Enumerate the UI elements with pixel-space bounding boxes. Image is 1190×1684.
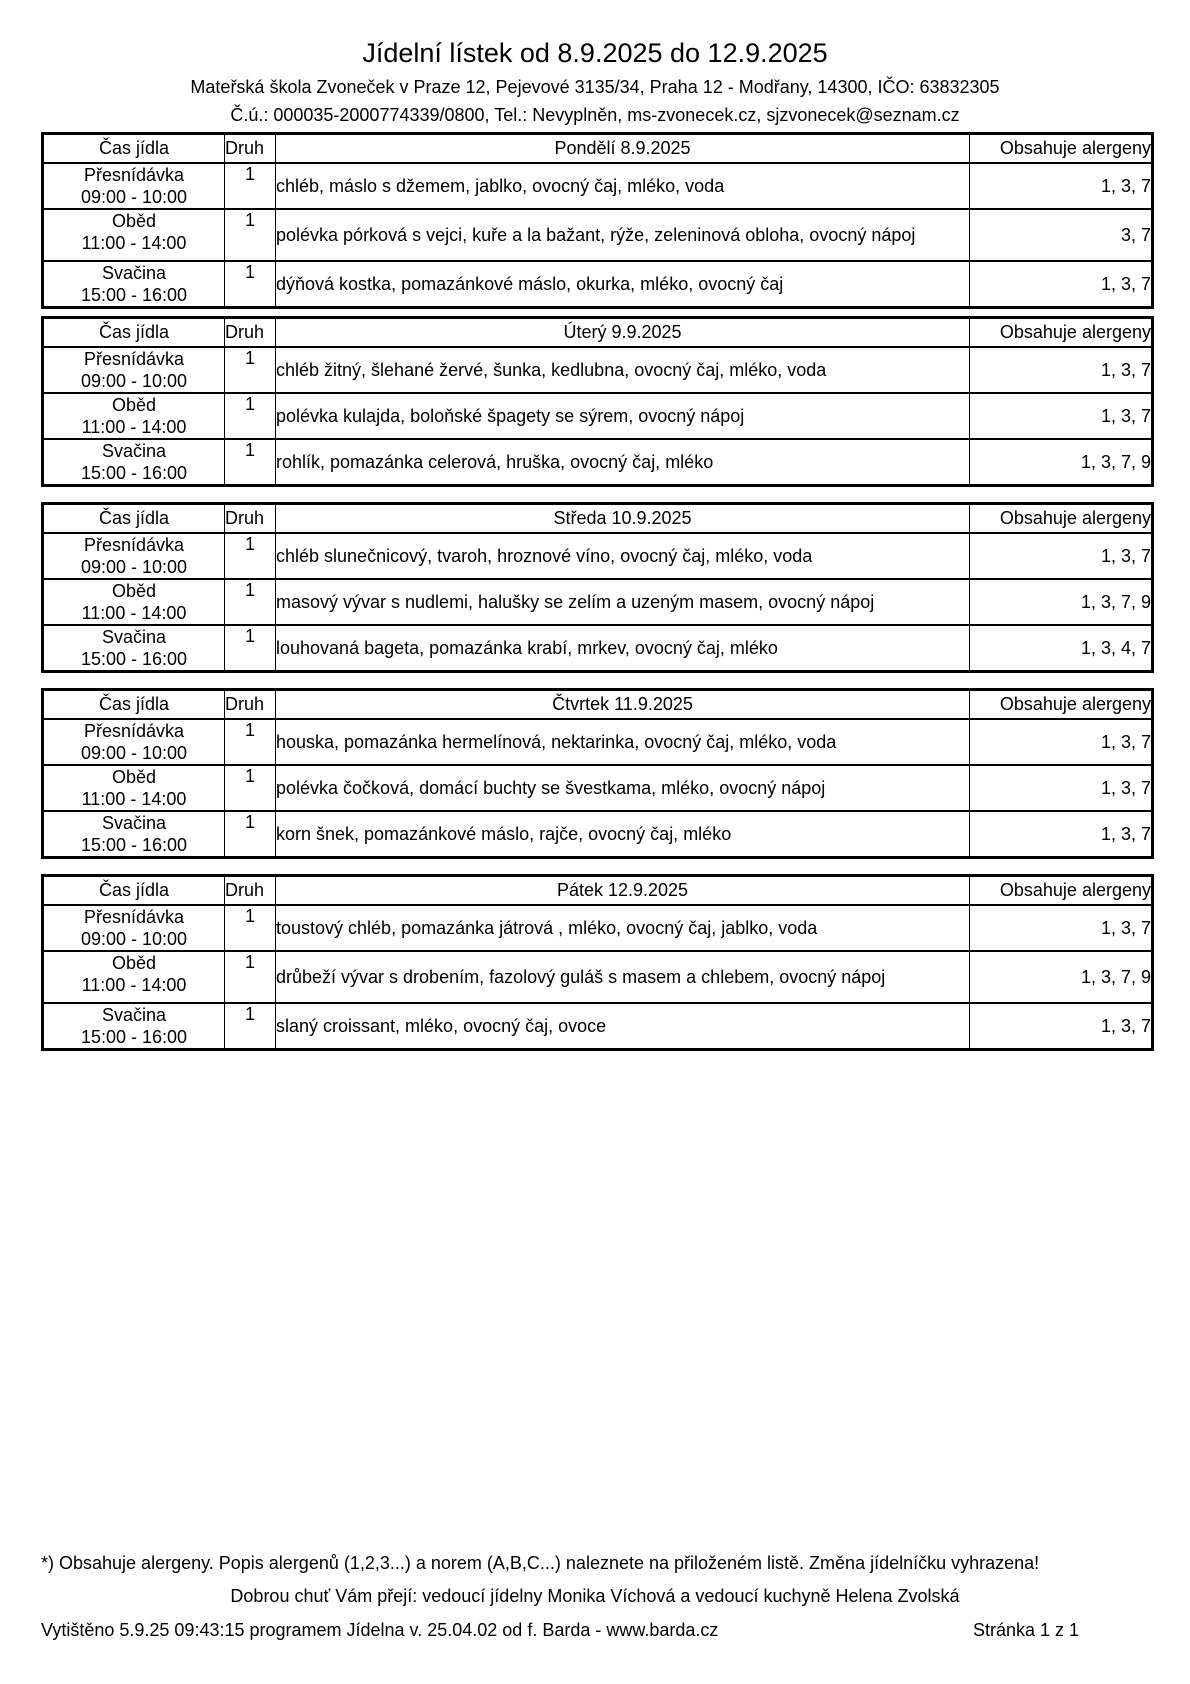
day-table: [41, 132, 1154, 309]
table-row: [43, 625, 1153, 672]
meal-name: Oběd: [111, 395, 157, 415]
meal-time: 11:00 - 14:00: [81, 233, 187, 253]
meal-food: dýňová kostka, pomazánkové máslo, okurka, mléko, ovocný čaj: [276, 261, 970, 308]
col-header-alergeny: Obsahuje alergeny: [970, 318, 1153, 348]
meal-druh: 1: [225, 1003, 276, 1050]
col-header-druh: Druh: [225, 504, 276, 534]
meal-time-cell: [43, 163, 225, 209]
table-header: [43, 876, 1153, 906]
meal-food: masový vývar s nudlemi, halušky se zelím a uzeným masem, ovocný nápoj: [276, 579, 970, 625]
meal-time: 09:00 - 10:00: [80, 929, 188, 949]
meal-time-cell: [43, 439, 225, 486]
meal-time: 11:00 - 14:00: [81, 789, 187, 809]
meal-time-cell: [43, 811, 225, 858]
page-title: Jídelní lístek od 8.9.2025 do 12.9.2025: [362, 38, 828, 68]
meal-allergens: 1, 3, 7: [970, 719, 1153, 765]
meal-name: Oběd: [111, 767, 157, 787]
print-info: Vytištěno 5.9.25 09:43:15 programem Jídelna v. 25.04.02 od f. Barda - www.barda.cz: [41, 1620, 719, 1640]
col-header-druh: Druh: [225, 318, 276, 348]
meal-druh: 1: [225, 261, 276, 308]
meal-time: 15:00 - 16:00: [80, 463, 188, 483]
meal-food: korn šnek, pomazánkové máslo, rajče, ovocný čaj, mléko: [276, 811, 970, 858]
meal-food: houska, pomazánka hermelínová, nektarinka, ovocný čaj, mléko, voda: [276, 719, 970, 765]
day-table: [41, 502, 1154, 673]
meal-time-cell: [43, 625, 225, 672]
day-label: Úterý 9.9.2025: [276, 318, 970, 348]
table-row: [43, 209, 1153, 261]
col-header-cas: Čas jídla: [43, 690, 225, 720]
meal-time: 11:00 - 14:00: [81, 975, 187, 995]
school-contact: Č.ú.: 000035-2000774339/0800, Tel.: Nevyplněn, ms-zvonecek.cz, sjzvonecek@seznam.cz: [230, 105, 960, 125]
table-row: [43, 393, 1153, 439]
greeting: Dobrou chuť Vám přejí: vedoucí jídelny Monika Víchová a vedoucí kuchyně Helena Zvolská: [230, 1586, 960, 1606]
meal-time: 11:00 - 14:00: [81, 603, 187, 623]
meal-name: Přesnídávka: [83, 535, 185, 555]
table-row: [43, 261, 1153, 308]
table-header: [43, 318, 1153, 348]
meal-allergens: 1, 3, 7: [970, 533, 1153, 579]
table-row: [43, 1003, 1153, 1050]
meal-time: 15:00 - 16:00: [80, 1027, 188, 1047]
col-header-alergeny: Obsahuje alergeny: [970, 690, 1153, 720]
meal-name: Svačina: [101, 263, 167, 283]
page-number: Stránka 1 z 1: [973, 1620, 1080, 1640]
meal-time-cell: [43, 347, 225, 393]
meal-name: Oběd: [111, 211, 157, 231]
meal-food: polévka čočková, domácí buchty se švestkama, mléko, ovocný nápoj: [276, 765, 970, 811]
meal-allergens: 1, 3, 7: [970, 905, 1153, 951]
day-table: [41, 688, 1154, 859]
day-label: Středa 10.9.2025: [276, 504, 970, 534]
meal-food: chléb žitný, šlehané žervé, šunka, kedlubna, ovocný čaj, mléko, voda: [276, 347, 970, 393]
meal-food: chléb slunečnicový, tvaroh, hroznové víno, ovocný čaj, mléko, voda: [276, 533, 970, 579]
table-row: [43, 439, 1153, 486]
meal-allergens: 1, 3, 7, 9: [970, 439, 1153, 486]
meal-druh: 1: [225, 347, 276, 393]
meal-time: 09:00 - 10:00: [80, 187, 188, 207]
meal-time: 09:00 - 10:00: [80, 557, 188, 577]
day-table: [41, 316, 1154, 487]
meal-time-cell: [43, 533, 225, 579]
meal-time-cell: [43, 209, 225, 261]
meal-food: polévka kulajda, boloňské špagety se sýrem, ovocný nápoj: [276, 393, 970, 439]
meal-time: 09:00 - 10:00: [80, 371, 188, 391]
meal-name: Přesnídávka: [83, 349, 185, 369]
day-label: Čtvrtek 11.9.2025: [276, 690, 970, 720]
meal-druh: 1: [225, 393, 276, 439]
meal-name: Přesnídávka: [83, 165, 185, 185]
meal-name: Svačina: [101, 627, 167, 647]
table-row: [43, 533, 1153, 579]
meal-allergens: 1, 3, 7: [970, 261, 1153, 308]
school-address: Mateřská škola Zvoneček v Praze 12, Pejevové 3135/34, Praha 12 - Modřany, 14300, IČO: 63832305: [190, 77, 1000, 97]
col-header-alergeny: Obsahuje alergeny: [970, 876, 1153, 906]
col-header-cas: Čas jídla: [43, 318, 225, 348]
meal-allergens: 1, 3, 7, 9: [970, 951, 1153, 1003]
table-row: [43, 719, 1153, 765]
day-table: [41, 874, 1154, 1051]
table-row: [43, 811, 1153, 858]
meal-time-cell: [43, 1003, 225, 1050]
meal-druh: 1: [225, 533, 276, 579]
meal-druh: 1: [225, 625, 276, 672]
meal-name: Svačina: [101, 813, 167, 833]
meal-druh: 1: [225, 163, 276, 209]
meal-time: 09:00 - 10:00: [80, 743, 188, 763]
meal-time-cell: [43, 719, 225, 765]
meal-food: slaný croissant, mléko, ovocný čaj, ovoce: [276, 1003, 970, 1050]
meal-time-cell: [43, 579, 225, 625]
table-row: [43, 951, 1153, 1003]
meal-food: drůbeží vývar s drobením, fazolový guláš s masem a chlebem, ovocný nápoj: [276, 951, 970, 1003]
meal-allergens: 1, 3, 7: [970, 765, 1153, 811]
meal-druh: 1: [225, 811, 276, 858]
allergen-note: *) Obsahuje alergeny. Popis alergenů (1,2,3...) a norem (A,B,C...) naleznete na přiloženém listě. Změna jídelníčku vyhrazena!: [41, 1553, 1040, 1573]
meal-name: Svačina: [101, 441, 167, 461]
col-header-cas: Čas jídla: [43, 876, 225, 906]
meal-food: polévka pórková s vejci, kuře a la bažant, rýže, zeleninová obloha, ovocný nápoj: [276, 209, 970, 261]
meal-druh: 1: [225, 579, 276, 625]
meal-time-cell: [43, 951, 225, 1003]
meal-allergens: 1, 3, 7: [970, 393, 1153, 439]
col-header-druh: Druh: [225, 876, 276, 906]
meal-food: toustový chléb, pomazánka játrová , mléko, ovocný čaj, jablko, voda: [276, 905, 970, 951]
meal-time: 15:00 - 16:00: [80, 649, 188, 669]
meal-time: 15:00 - 16:00: [80, 835, 188, 855]
meal-druh: 1: [225, 439, 276, 486]
table-row: [43, 765, 1153, 811]
table-row: [43, 905, 1153, 951]
table-row: [43, 347, 1153, 393]
meal-allergens: 3, 7: [970, 209, 1153, 261]
meal-time-cell: [43, 393, 225, 439]
meal-name: Přesnídávka: [83, 721, 185, 741]
meal-allergens: 1, 3, 7: [970, 347, 1153, 393]
meal-time-cell: [43, 261, 225, 308]
table-header: [43, 504, 1153, 534]
table-header: [43, 134, 1153, 164]
meal-druh: 1: [225, 905, 276, 951]
meal-name: Svačina: [101, 1005, 167, 1025]
meal-food: rohlík, pomazánka celerová, hruška, ovocný čaj, mléko: [276, 439, 970, 486]
meal-time-cell: [43, 765, 225, 811]
meal-druh: 1: [225, 719, 276, 765]
meal-allergens: 1, 3, 4, 7: [970, 625, 1153, 672]
meal-allergens: 1, 3, 7, 9: [970, 579, 1153, 625]
col-header-druh: Druh: [225, 690, 276, 720]
table-header: [43, 690, 1153, 720]
meal-druh: 1: [225, 951, 276, 1003]
meal-time: 15:00 - 16:00: [80, 285, 188, 305]
meal-time: 11:00 - 14:00: [81, 417, 187, 437]
meal-allergens: 1, 3, 7: [970, 1003, 1153, 1050]
meal-food: louhovaná bageta, pomazánka krabí, mrkev, ovocný čaj, mléko: [276, 625, 970, 672]
col-header-cas: Čas jídla: [43, 134, 225, 164]
table-row: [43, 163, 1153, 209]
meal-name: Oběd: [111, 953, 157, 973]
day-label: Pátek 12.9.2025: [276, 876, 970, 906]
col-header-alergeny: Obsahuje alergeny: [970, 504, 1153, 534]
meal-name: Přesnídávka: [83, 907, 185, 927]
table-row: [43, 579, 1153, 625]
meal-name: Oběd: [111, 581, 157, 601]
meal-allergens: 1, 3, 7: [970, 163, 1153, 209]
meal-druh: 1: [225, 765, 276, 811]
col-header-druh: Druh: [225, 134, 276, 164]
meal-druh: 1: [225, 209, 276, 261]
col-header-cas: Čas jídla: [43, 504, 225, 534]
meal-food: chléb, máslo s džemem, jablko, ovocný čaj, mléko, voda: [276, 163, 970, 209]
meal-allergens: 1, 3, 7: [970, 811, 1153, 858]
meal-time-cell: [43, 905, 225, 951]
day-label: Pondělí 8.9.2025: [276, 134, 970, 164]
col-header-alergeny: Obsahuje alergeny: [970, 134, 1153, 164]
